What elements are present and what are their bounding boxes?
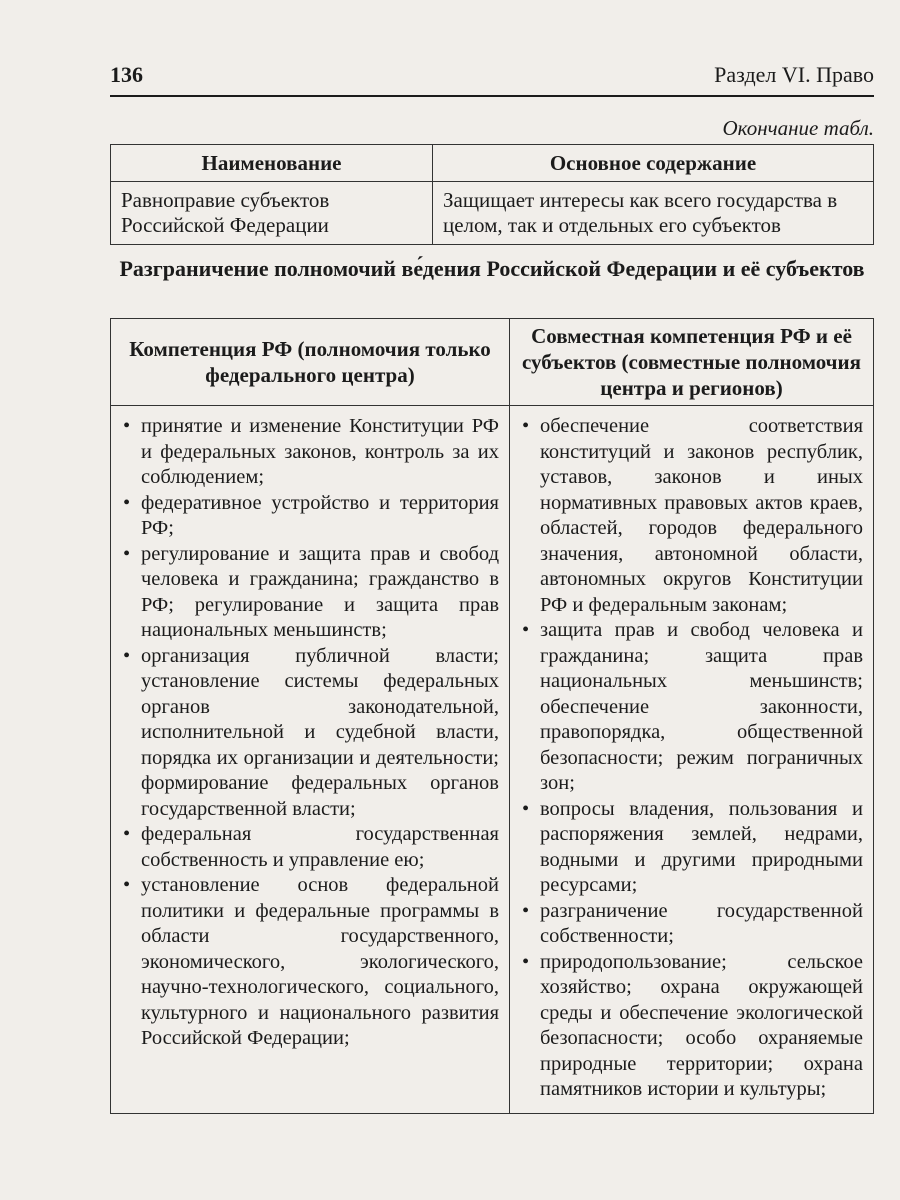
list-item: • федеративное устройство и территория РФ;	[121, 491, 499, 542]
section-subtitle: Разграничение полномочий ве́дения Российской Федерации и её субъектов	[119, 256, 865, 281]
list-item: • разграничение государственной собственности;	[520, 899, 863, 950]
section-title: Раздел VI. Право	[714, 62, 874, 87]
content-column-header: Основное содержание	[433, 145, 874, 182]
list-item: • природопользование; сельское хозяйство; охрана окружающей среды и обеспечение экологической безопасности; особо охраняемые природные территории; охрана памятников истории и культуры;	[520, 950, 863, 1103]
principles-table	[110, 144, 874, 245]
joint-competence-cell	[510, 406, 874, 1114]
list-item: • установление основ федеральной политики и федеральные программы в области государственного, экономического, экологического, научно-технологического, социального, культурного и национального развития Российской Федерации;	[121, 873, 499, 1052]
table-row	[111, 406, 874, 1114]
page-number: 136	[110, 62, 143, 87]
principles-table-header	[111, 145, 874, 182]
list-item: • обеспечение соответствия конституций и законов республик, уставов, законов и иных нормативных правовых актов краев, областей, городов федерального значения, автономной области, автономных округов Конституции РФ и федеральным законам;	[520, 414, 863, 618]
joint-competence-header: Совместная компетенция РФ и её субъектов (совместные полномочия центра и регионов)	[510, 319, 874, 406]
federal-competence-header: Компетенция РФ (полномочия только федерального центра)	[111, 319, 510, 406]
powers-table-header	[111, 319, 874, 406]
principle-name: Равноправие субъектов Российской Федерации	[111, 182, 433, 245]
list-item: • защита прав и свобод человека и гражданина; защита прав национальных меньшинств; обеспечение законности, правопорядка, общественной безопасности; режим пограничных зон;	[520, 618, 863, 797]
list-item: • принятие и изменение Конституции РФ и федеральных законов, контроль за их соблюдением;	[121, 414, 499, 491]
name-column-header: Наименование	[111, 145, 433, 182]
federal-competence-cell	[111, 406, 510, 1114]
federal-competence-list	[121, 414, 499, 1052]
list-item: • организация публичной власти; установление системы федеральных органов законодательной, исполнительной и судебной власти, порядка их организации и деятельности; формирование федеральных органов государственной власти;	[121, 644, 499, 823]
header-rule	[110, 95, 874, 97]
principle-content: Защищает интересы как всего государства в целом, так и отдельных его субъектов	[433, 182, 874, 245]
page-header	[110, 62, 874, 92]
list-item: • федеральная государственная собственность и управление ею;	[121, 822, 499, 873]
list-item: • вопросы владения, пользования и распоряжения землей, недрами, водными и другими природными ресурсами;	[520, 797, 863, 899]
powers-table	[110, 318, 874, 1114]
joint-competence-list	[520, 414, 863, 1103]
table-row	[111, 182, 874, 245]
list-item: • регулирование и защита прав и свобод человека и гражданина; гражданство в РФ; регулирование и защита прав национальных меньшинств;	[121, 542, 499, 644]
table-continuation-note: Окончание табл.	[722, 116, 874, 140]
